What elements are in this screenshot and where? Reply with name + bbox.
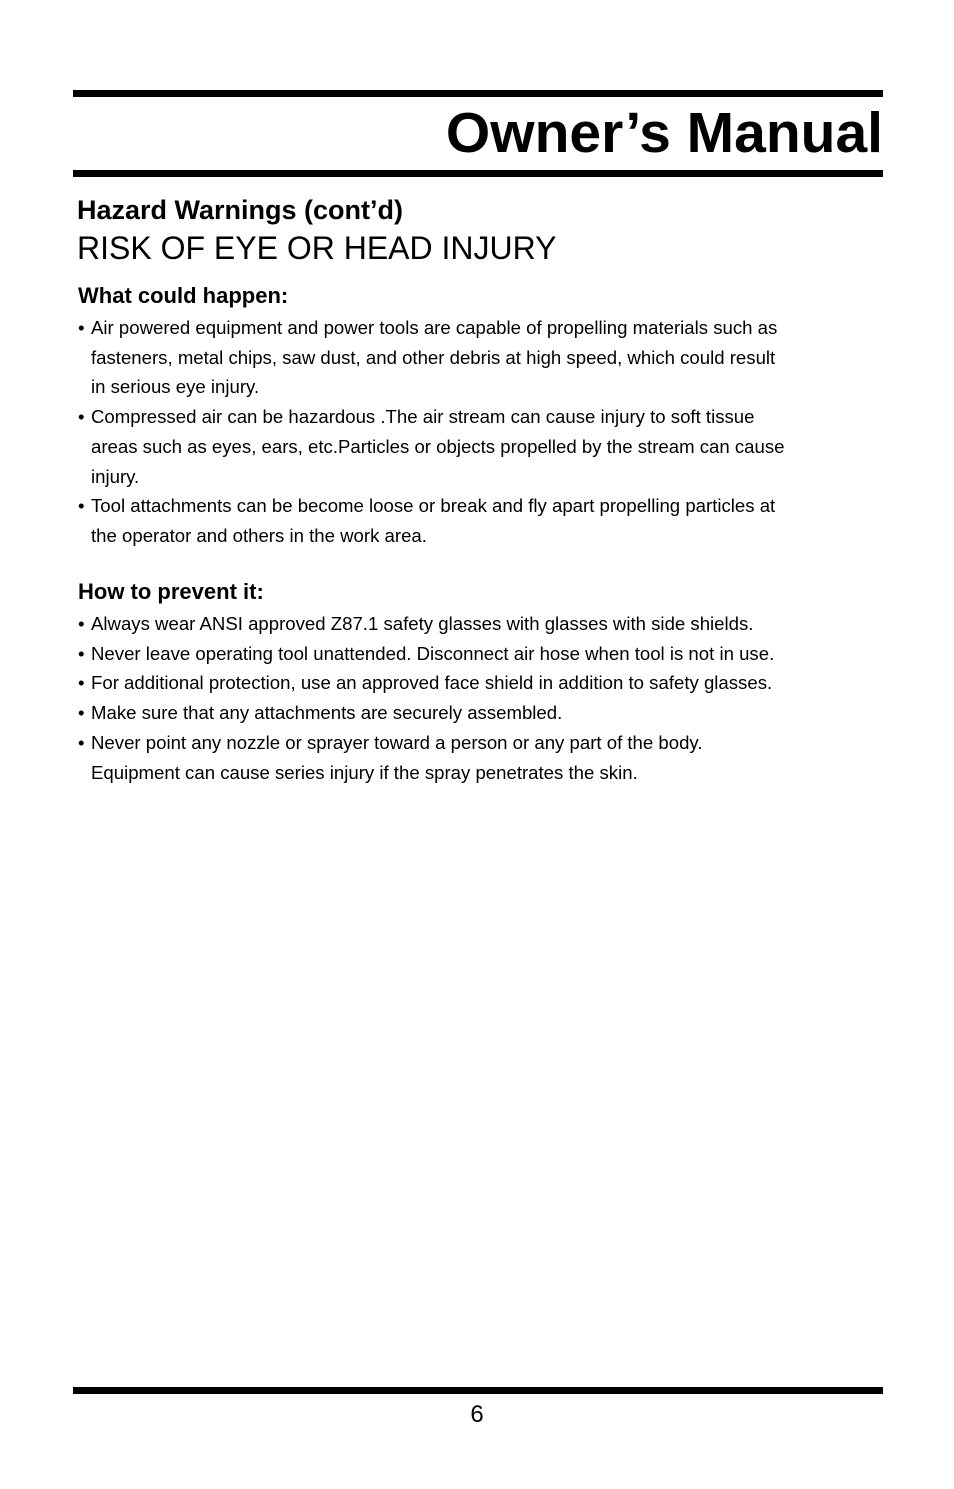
list-item-text: Air powered equipment and power tools are capable of propelling materials such as fasteners, metal chips, saw dust, and other debris at high speed, which could result in serious eye injury. (91, 317, 778, 398)
section-heading: Hazard Warnings (cont’d) (77, 195, 404, 225)
list-item-text: Never leave operating tool unattended. Disconnect air hose when tool is not in use. (91, 642, 775, 664)
bullet-icon: • (78, 642, 85, 664)
list-item-text: Never point any nozzle or sprayer toward a person or any part of the body. Equipment can cause series injury if the spray penetrates the skin. (91, 731, 703, 783)
list-item-text: Always wear ANSI approved Z87.1 safety glasses with glasses with side shields. (91, 613, 754, 634)
bullet-icon: • (78, 672, 85, 694)
section-subheading: RISK OF EYE OR HEAD INJURY (77, 230, 557, 266)
list-item (78, 402, 888, 491)
bullet-icon: • (78, 495, 85, 517)
list-item-text: Compressed air can be hazardous .The air stream can cause injury to soft tissue areas such as eyes, ears, etc.Particles or objects propelled by the stream can cause injury. (91, 406, 785, 487)
bullet-icon: • (78, 317, 85, 338)
what-could-happen-section (78, 282, 888, 551)
list-item (78, 668, 888, 698)
page-number: 6 (470, 1401, 484, 1428)
what-could-happen-heading: What could happen: (78, 283, 289, 308)
header-top-rule (73, 90, 883, 97)
list-item (78, 609, 888, 639)
bullet-icon: • (78, 731, 85, 753)
bullet-icon: • (78, 702, 85, 724)
list-item (78, 698, 888, 728)
list-item (78, 639, 888, 669)
how-to-prevent-list (78, 609, 888, 787)
bullet-icon: • (78, 406, 85, 428)
what-could-happen-list (78, 313, 888, 551)
bullet-icon: • (78, 613, 85, 634)
how-to-prevent-heading: How to prevent it: (78, 579, 264, 604)
list-item-text: Tool attachments can be become loose or break and fly apart propelling particles at the operator and others in the work area. (91, 495, 776, 546)
list-item (78, 491, 888, 550)
list-item-text: For additional protection, use an approved face shield in addition to safety glasses. (91, 672, 773, 694)
footer-rule (73, 1387, 883, 1394)
list-item (78, 728, 888, 787)
list-item-text: Make sure that any attachments are securely assembled. (91, 702, 563, 724)
list-item (78, 313, 888, 402)
how-to-prevent-section (78, 578, 888, 787)
header-bottom-rule (73, 170, 883, 177)
document-title: Owner’s Manual (445, 101, 883, 165)
